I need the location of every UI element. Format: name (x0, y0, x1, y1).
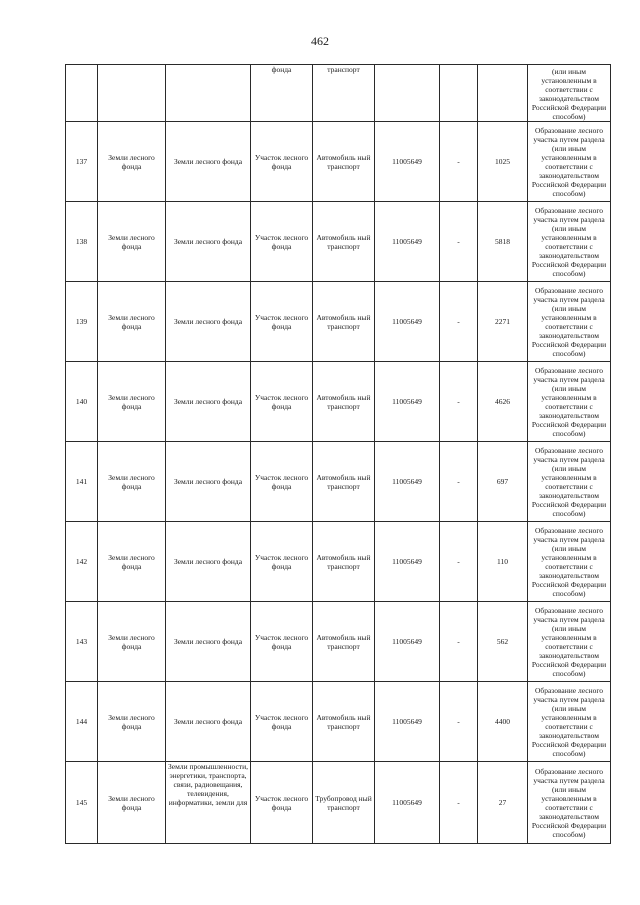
land-category-target-cell: Земли лесного фонда (166, 522, 251, 602)
method-cell: Образование лесного участка путем раздела (или иным установленным в соответствии с законодательством Российской Федерации способом) (528, 762, 611, 844)
cadastral-cell: 11005649 (375, 682, 440, 762)
usage-cell: Трубопровод ный транспорт (313, 762, 375, 844)
cadastral-cell: 11005649 (375, 522, 440, 602)
dash-cell: - (440, 362, 478, 442)
dash-cell (440, 65, 478, 122)
area-cell: 697 (478, 442, 528, 522)
table-row (66, 442, 611, 522)
dash-cell: - (440, 282, 478, 362)
land-category-target-cell: Земли лесного фонда (166, 682, 251, 762)
usage-cell: Автомобиль ный транспорт (313, 282, 375, 362)
table-row (66, 202, 611, 282)
usage-cell: Автомобиль ный транспорт (313, 602, 375, 682)
land-category-target-cell (166, 65, 251, 122)
land-category-cell: Земли лесного фонда (98, 602, 166, 682)
area-cell (478, 65, 528, 122)
area-cell: 1025 (478, 122, 528, 202)
object-cell: Участок лесного фонда (251, 202, 313, 282)
land-category-target-cell: Земли лесного фонда (166, 362, 251, 442)
table-row (66, 65, 611, 122)
object-cell: Участок лесного фонда (251, 122, 313, 202)
usage-cell: Автомобиль ный транспорт (313, 362, 375, 442)
dash-cell: - (440, 442, 478, 522)
table-row (66, 682, 611, 762)
row-number-cell: 143 (66, 602, 98, 682)
method-cell: Образование лесного участка путем раздела (или иным установленным в соответствии с законодательством Российской Федерации способом) (528, 362, 611, 442)
area-cell: 5818 (478, 202, 528, 282)
method-cell: (или иным установленным в соответствии с законодательством Российской Федерации способом) (528, 65, 611, 122)
page-number: 462 (311, 34, 329, 48)
usage-cell: транспорт (313, 65, 375, 122)
usage-cell: Автомобиль ный транспорт (313, 122, 375, 202)
table-row (66, 762, 611, 844)
land-category-target-cell: Земли лесного фонда (166, 602, 251, 682)
method-cell: Образование лесного участка путем раздела (или иным установленным в соответствии с законодательством Российской Федерации способом) (528, 682, 611, 762)
cadastral-cell: 11005649 (375, 762, 440, 844)
dash-cell: - (440, 522, 478, 602)
area-cell: 110 (478, 522, 528, 602)
usage-cell: Автомобиль ный транспорт (313, 522, 375, 602)
object-cell: Участок лесного фонда (251, 762, 313, 844)
method-cell: Образование лесного участка путем раздела (или иным установленным в соответствии с законодательством Российской Федерации способом) (528, 522, 611, 602)
land-category-target-cell: Земли лесного фонда (166, 282, 251, 362)
object-cell: Участок лесного фонда (251, 602, 313, 682)
land-category-cell: Земли лесного фонда (98, 122, 166, 202)
land-category-cell: Земли лесного фонда (98, 202, 166, 282)
land-category-cell: Земли лесного фонда (98, 762, 166, 844)
object-cell: Участок лесного фонда (251, 522, 313, 602)
cadastral-cell: 11005649 (375, 282, 440, 362)
row-number-cell: 142 (66, 522, 98, 602)
dash-cell: - (440, 202, 478, 282)
table-row (66, 282, 611, 362)
table-row (66, 602, 611, 682)
land-registry-table (65, 64, 611, 844)
method-cell: Образование лесного участка путем раздела (или иным установленным в соответствии с законодательством Российской Федерации способом) (528, 442, 611, 522)
method-cell: Образование лесного участка путем раздела (или иным установленным в соответствии с законодательством Российской Федерации способом) (528, 122, 611, 202)
dash-cell: - (440, 602, 478, 682)
land-category-cell: Земли лесного фонда (98, 362, 166, 442)
row-number-cell: 138 (66, 202, 98, 282)
cadastral-cell (375, 65, 440, 122)
dash-cell: - (440, 122, 478, 202)
land-category-cell: Земли лесного фонда (98, 282, 166, 362)
usage-cell: Автомобиль ный транспорт (313, 442, 375, 522)
row-number-cell: 137 (66, 122, 98, 202)
usage-cell: Автомобиль ный транспорт (313, 682, 375, 762)
dash-cell: - (440, 762, 478, 844)
area-cell: 27 (478, 762, 528, 844)
area-cell: 4626 (478, 362, 528, 442)
method-cell: Образование лесного участка путем раздела (или иным установленным в соответствии с законодательством Российской Федерации способом) (528, 602, 611, 682)
object-cell: фонда (251, 65, 313, 122)
area-cell: 562 (478, 602, 528, 682)
object-cell: Участок лесного фонда (251, 682, 313, 762)
object-cell: Участок лесного фонда (251, 442, 313, 522)
area-cell: 4400 (478, 682, 528, 762)
land-category-cell (98, 65, 166, 122)
row-number-cell (66, 65, 98, 122)
cadastral-cell: 11005649 (375, 602, 440, 682)
table-row (66, 522, 611, 602)
land-category-target-cell: Земли лесного фонда (166, 202, 251, 282)
object-cell: Участок лесного фонда (251, 282, 313, 362)
land-category-cell: Земли лесного фонда (98, 522, 166, 602)
row-number-cell: 139 (66, 282, 98, 362)
row-number-cell: 144 (66, 682, 98, 762)
method-cell: Образование лесного участка путем раздела (или иным установленным в соответствии с законодательством Российской Федерации способом) (528, 202, 611, 282)
table-row (66, 362, 611, 442)
land-category-target-cell: Земли промышленности, энергетики, транспорта, связи, радиовещания, телевидения, информатики, земли для (166, 762, 251, 844)
land-category-cell: Земли лесного фонда (98, 682, 166, 762)
row-number-cell: 141 (66, 442, 98, 522)
row-number-cell: 140 (66, 362, 98, 442)
area-cell: 2271 (478, 282, 528, 362)
row-number-cell: 145 (66, 762, 98, 844)
dash-cell: - (440, 682, 478, 762)
land-category-target-cell: Земли лесного фонда (166, 442, 251, 522)
land-category-target-cell: Земли лесного фонда (166, 122, 251, 202)
cadastral-cell: 11005649 (375, 202, 440, 282)
land-category-cell: Земли лесного фонда (98, 442, 166, 522)
cadastral-cell: 11005649 (375, 122, 440, 202)
cadastral-cell: 11005649 (375, 362, 440, 442)
table-row (66, 122, 611, 202)
cadastral-cell: 11005649 (375, 442, 440, 522)
usage-cell: Автомобиль ный транспорт (313, 202, 375, 282)
object-cell: Участок лесного фонда (251, 362, 313, 442)
method-cell: Образование лесного участка путем раздела (или иным установленным в соответствии с законодательством Российской Федерации способом) (528, 282, 611, 362)
